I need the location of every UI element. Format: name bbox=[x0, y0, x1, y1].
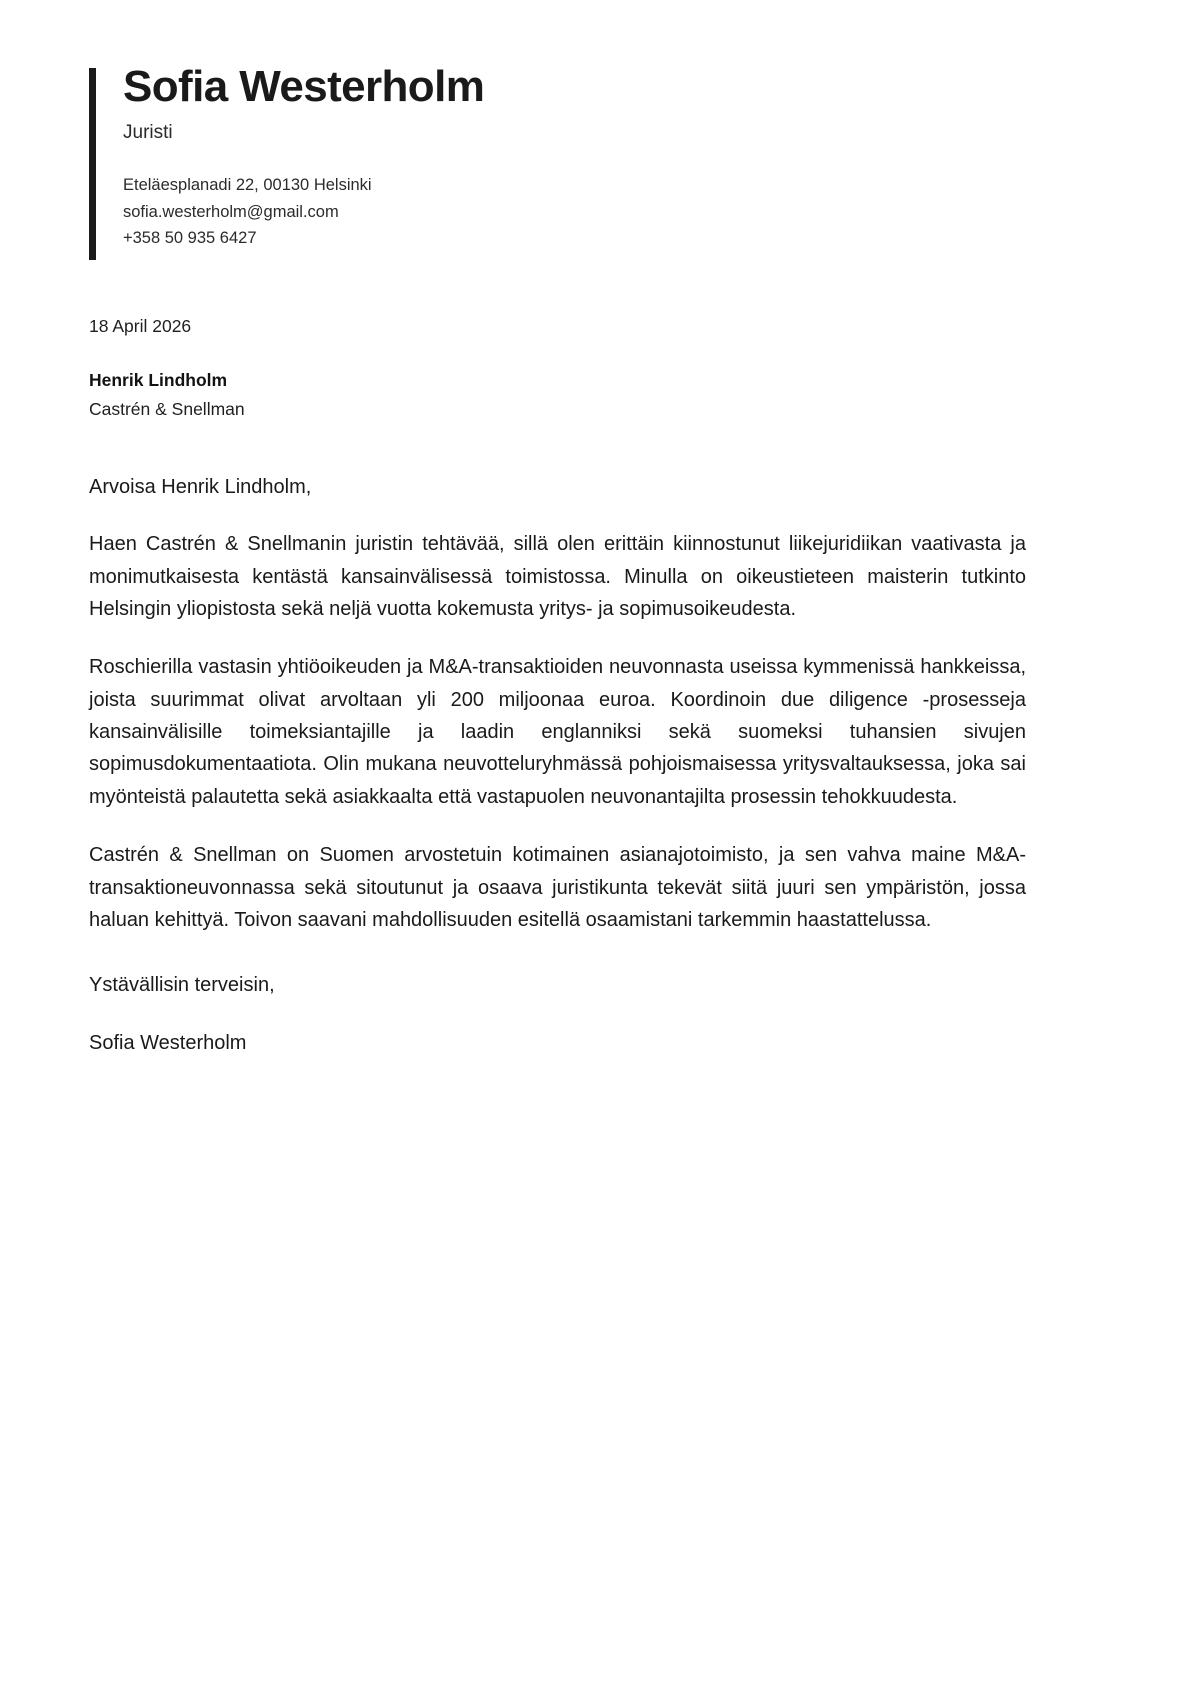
recipient-company: Castrén & Snellman bbox=[89, 398, 245, 419]
letterhead bbox=[89, 62, 1026, 252]
page-title: Sofia Westerholm bbox=[123, 62, 485, 111]
contact-phone[interactable]: +358 50 935 6427 bbox=[123, 229, 257, 248]
closing-line: Ystävällisin terveisin, bbox=[89, 974, 275, 997]
contact-email[interactable]: sofia.westerholm@gmail.com bbox=[123, 202, 339, 221]
document-content bbox=[89, 62, 1026, 1058]
contact-address: Eteläesplanadi 22, 00130 Helsinki bbox=[123, 175, 372, 194]
letter-body bbox=[89, 472, 1026, 1058]
recipient-block bbox=[89, 367, 1026, 423]
letter-date: 18 April 2026 bbox=[89, 316, 192, 337]
accent-bar bbox=[89, 68, 96, 260]
signature-name: Sofia Westerholm bbox=[89, 1032, 247, 1055]
body-paragraph: Haen Castrén & Snellmanin juristin tehtävää, sillä olen erittäin kiinnostunut liikejuridiikan vaativasta ja monimutkaisesta kentästä kansainvälisessä toimistossa. Minulla on oikeustieteen maisterin tutkinto Helsingin yliopistosta sekä neljä vuotta kokemusta yritys- ja sopimusoikeudesta. bbox=[89, 533, 1026, 620]
body-paragraph: Roschierilla vastasin yhtiöoikeuden ja M&A-transaktioiden neuvonnasta useissa kymmenissä hankkeissa, joista suurimmat olivat arvoltaan yli 200 miljoonaa euroa. Koordinoin due diligence -prosesseja kansainvälisille toimeksiantajille ja laadin englanniksi sekä suomeksi tuhansien sivujen sopimusdokumentaatiota. Olin mukana neuvotteluryhmässä pohjoismaisessa yritysvaltauksessa, joka sai myönteistä palautetta sekä asiakkaalta että vastapuolen neuvonantajilta prosessin tehokkuudesta. bbox=[89, 656, 1026, 808]
salutation: Arvoisa Henrik Lindholm, bbox=[89, 476, 312, 499]
letter-meta bbox=[89, 314, 1026, 422]
body-paragraph: Castrén & Snellman on Suomen arvostetuin kotimainen asianajotoimisto, ja sen vahva maine M&A-transaktioneuvonnassa sekä sitoutunut ja osaava juristikunta tekevät siitä juuri sen ympäristön, jossa haluan kehittyä. Toivon saavani mahdollisuuden esitellä osaamistani tarkemmin haastattelussa. bbox=[89, 844, 1026, 932]
recipient-name: Henrik Lindholm bbox=[89, 369, 228, 390]
contact-block bbox=[123, 172, 1026, 252]
job-role: Juristi bbox=[123, 122, 173, 144]
